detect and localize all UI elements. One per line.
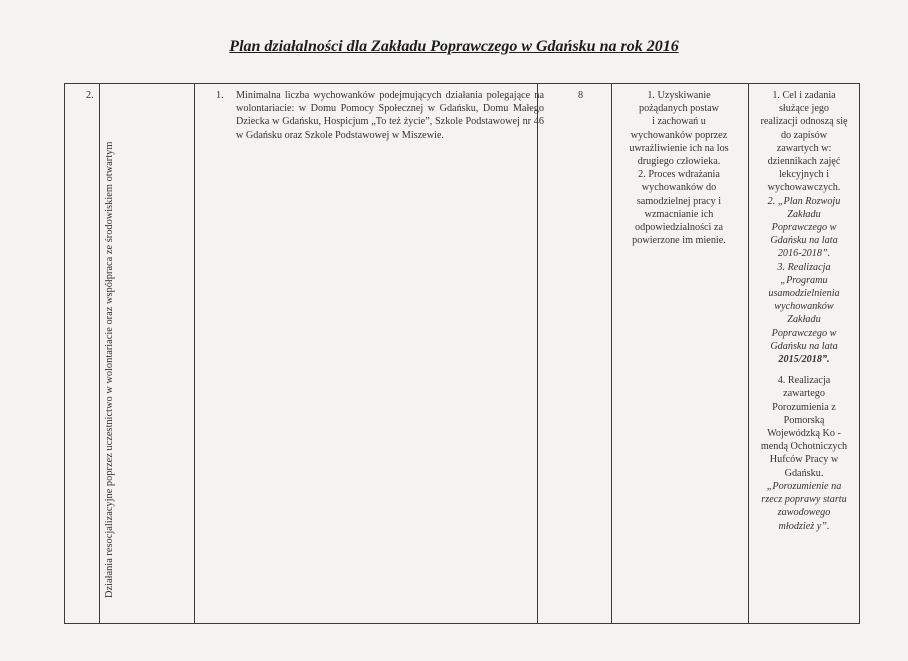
column-divider [748, 84, 749, 623]
note-line: 2015/2018”. [778, 354, 830, 366]
goal-line: drugiego człowieka. [637, 156, 721, 168]
goal-line: 1. Uzyskiwanie [647, 90, 711, 101]
task-description: Minimalna liczba wychowanków podejmujących działania polegające na wolontariacie: w Domu Pomocy Społecznej w Gdańsku, Domu Małego Dziecka w Gdańsku, Hospicjum „To też życie”, Szkole Podstawowej nr 46 w Gdańsku oraz Szkole Podstawowej w Miszewie. [236, 90, 544, 141]
note-line: Poprawczego w [771, 327, 837, 339]
note-line: 3. Realizacja [777, 261, 831, 273]
goal-line: pożądanych postaw [638, 103, 720, 115]
count-value: 8 [578, 90, 584, 101]
goal-line: odpowiedzialności za [635, 222, 723, 234]
task-number: 1. [216, 90, 224, 101]
note-line: lekcyjnych i [778, 169, 830, 181]
notes-column [750, 89, 858, 533]
column-divider [537, 84, 538, 623]
note-line: realizacji odnoszą się [760, 116, 848, 128]
note-line: wychowawczych. [767, 182, 841, 194]
note-line: Pomorską [783, 414, 825, 426]
note-line: dziennikach zajęć [767, 156, 841, 168]
note-line: 1. Cel i zadania [772, 90, 836, 101]
note-line: 2. „Plan Rozwoju [767, 195, 841, 207]
column-divider [99, 84, 100, 623]
note-line: mendą Ochotniczych [760, 441, 848, 453]
note-line: Hufców Pracy w [769, 454, 839, 466]
page-title: Plan działalności dla Zakładu Poprawczego w Gdańsku na rok 2016 [229, 38, 679, 55]
note-line: „Porozumienie na [766, 480, 842, 492]
note-line: 2016-2018”. [777, 248, 831, 260]
goal-line: wzmacnianie ich [644, 208, 714, 220]
note-line: Zakładu [787, 208, 821, 220]
goal-line: uwrażliwienie ich na los [629, 142, 729, 154]
note-line: Poprawczego w [771, 222, 837, 234]
note-line: Wojewódzką Ko - [767, 428, 841, 440]
note-line: zawartych w: [776, 142, 832, 154]
note-line: Zakładu [787, 314, 821, 326]
column-divider [611, 84, 612, 623]
note-line: usamodzielnienia [768, 288, 840, 300]
note-line: Gdańsku na lata [770, 235, 838, 247]
spacer [750, 366, 858, 374]
area-label: Działania resocjalizacyjne poprzez uczestnictwo w wolontariacie oraz współpraca ze środowiskiem otwartym [104, 141, 115, 598]
note-line: wychowanków [774, 301, 834, 313]
note-line: Gdańsku. [784, 467, 824, 479]
note-line: rzecz poprawy startu [761, 494, 847, 506]
goal-line: i zachowań u [652, 116, 706, 128]
goals-list [614, 89, 744, 247]
note-line: służące jego [778, 103, 830, 115]
note-line: zawodowego [777, 507, 831, 519]
note-line: Porozumienia z [772, 401, 836, 413]
note-line: do zapisów [780, 129, 828, 141]
goal-line: powierzone im mienie. [632, 235, 726, 247]
note-line: „Programu [780, 274, 828, 286]
goal-line: samodzielnej pracy i [636, 195, 722, 207]
note-line: młodzież y”. [778, 520, 830, 532]
goal-line: wychowanków poprzez [630, 129, 728, 141]
note-line: Gdańsku na lata [770, 340, 838, 352]
note-line: 4. Realizacja [777, 375, 831, 387]
note-line: zawartego [783, 388, 825, 400]
goal-line: 2. Proces wdrażania [638, 169, 720, 181]
column-divider [194, 84, 195, 623]
goal-line: wychowanków do [641, 182, 717, 194]
row-number: 2. [86, 90, 94, 101]
